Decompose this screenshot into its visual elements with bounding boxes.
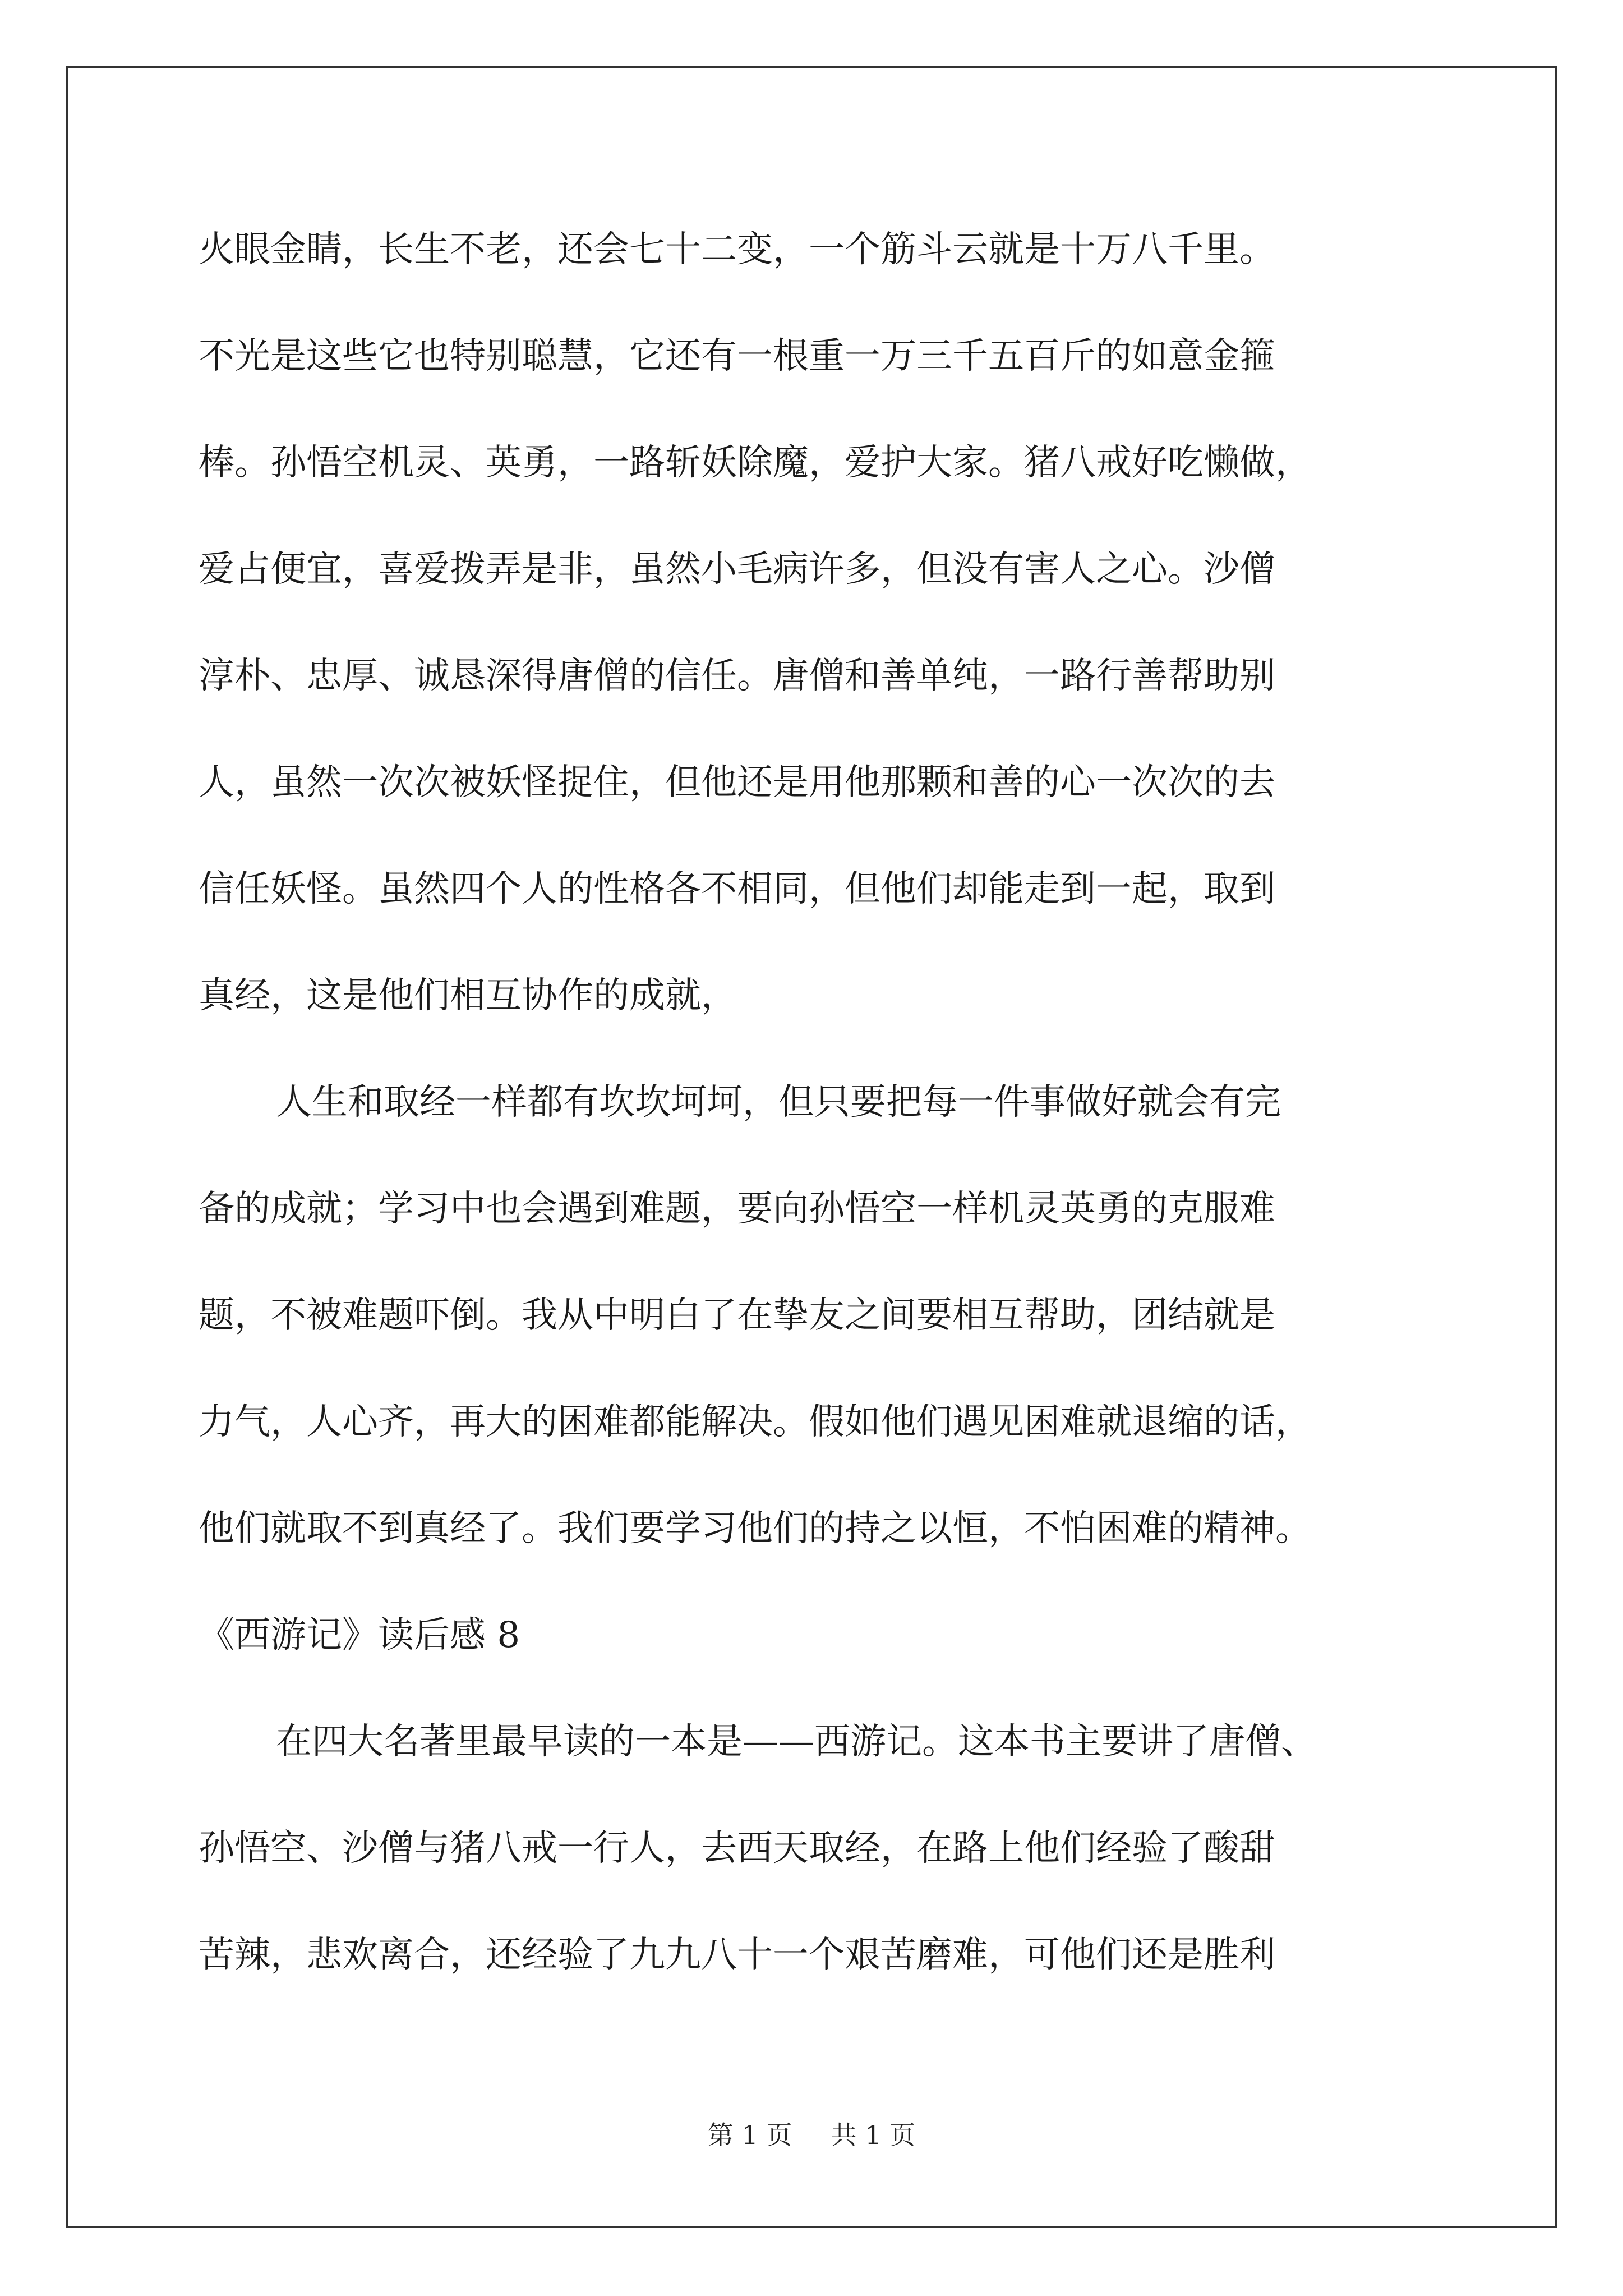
section-heading: 《西游记》读后感 8 <box>199 1614 520 1656</box>
body-line: 孙悟空、沙僧与猪八戒一行人，去西天取经，在路上他们经验了酸甜 <box>199 1828 1275 1869</box>
body-line: 淳朴、忠厚、诚恳深得唐僧的信任。唐僧和善单纯，一路行善帮助别 <box>199 655 1275 697</box>
body-line: 爱占便宜，喜爱拨弄是非，虽然小毛病许多，但没有害人之心。沙僧 <box>199 549 1275 590</box>
body-line: 人生和取经一样都有坎坎坷坷，但只要把每一件事做好就会有完 <box>276 1082 1281 1123</box>
body-line: 在四大名著里最早读的一本是——西游记。这本书主要讲了唐僧、 <box>276 1721 1317 1763</box>
body-line: 备的成就；学习中也会遇到难题，要向孙悟空一样机灵英勇的克服难 <box>199 1188 1275 1230</box>
page-total: 共 1 页 <box>831 2120 916 2150</box>
body-line: 人，虽然一次次被妖怪捉住，但他还是用他那颗和善的心一次次的去 <box>199 762 1275 803</box>
page-footer <box>0 2115 1623 2152</box>
body-line: 信任妖怪。虽然四个人的性格各不相同，但他们却能走到一起，取到 <box>199 868 1275 910</box>
body-line: 题，不被难题吓倒。我从中明白了在挚友之间要相互帮助，团结就是 <box>199 1295 1275 1336</box>
document-body <box>199 196 1427 2008</box>
body-line: 真经，这是他们相互协作的成就， <box>199 975 737 1016</box>
page-number: 第 1 页 <box>707 2120 792 2150</box>
body-line: 火眼金睛，长生不老，还会七十二变，一个筋斗云就是十万八千里。 <box>199 229 1275 270</box>
body-line: 力气，人心齐，再大的困难都能解决。假如他们遇见困难就退缩的话， <box>199 1401 1311 1443</box>
body-line: 棒。孙悟空机灵、英勇，一路斩妖除魔，爱护大家。猪八戒好吃懒做， <box>199 442 1311 484</box>
body-line: 他们就取不到真经了。我们要学习他们的持之以恒，不怕困难的精神。 <box>199 1508 1311 1549</box>
body-line: 苦辣，悲欢离合，还经验了九九八十一个艰苦磨难，可他们还是胜利 <box>199 1934 1275 1976</box>
body-line: 不光是这些它也特别聪慧，它还有一根重一万三千五百斤的如意金箍 <box>199 335 1275 377</box>
